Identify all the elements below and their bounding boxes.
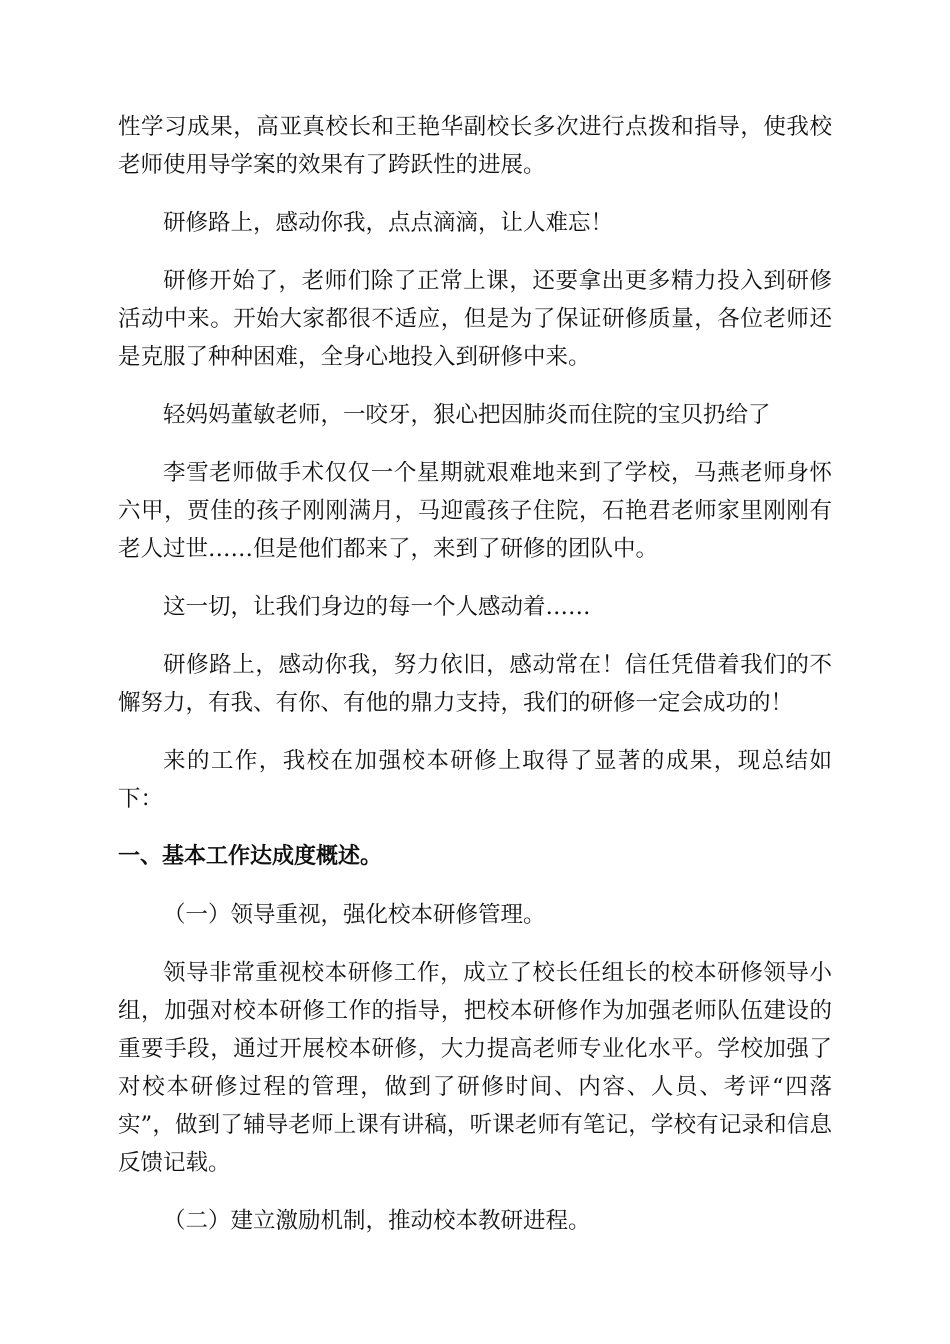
paragraph-summary-intro: 来的工作，我校在加强校本研修上取得了显著的成果，现总结如下： xyxy=(118,748,832,812)
paragraph-teachers-came: 李雪老师做手术仅仅一个星期就艰难地来到了学校，马燕老师身怀六甲，贾佳的孩子刚刚满月，马迎霞孩子住院，石艳君老师家里刚刚有老人过世……但是他们都来了，来到了研修的团队中。 xyxy=(118,460,832,562)
paragraph-touching-moments: 研修路上，感动你我，点点滴滴，让人难忘！ xyxy=(163,210,614,236)
subheading-incentive: （二）建立激励机制，推动校本教研进程。 xyxy=(163,1208,591,1234)
paragraph-continuation: 性学习成果，高亚真校长和王艳华副校长多次进行点拨和指导，使我校老师使用导学案的效果有了跨跃性的进展。 xyxy=(118,114,832,178)
paragraph-moved: 这一切，让我们身边的每一个人感动着…… xyxy=(163,594,591,620)
section-heading-overview: 一、基本工作达成度概述。 xyxy=(118,844,383,869)
paragraph-study-start: 研修开始了，老师们除了正常上课，还要拿出更多精力投入到研修活动中来。开始大家都很不适应，但是为了保证研修质量，各位老师还是克服了种种困难，全身心地投入到研修中来。 xyxy=(118,268,832,370)
subheading-leadership: （一）领导重视，强化校本研修管理。 xyxy=(163,902,546,928)
paragraph-teacher-dongmin: 轻妈妈董敏老师，一咬牙，狠心把因肺炎而住院的宝贝扔给了 xyxy=(163,402,771,428)
paragraph-success: 研修路上，感动你我，努力依旧，感动常在！信任凭借着我们的不懈努力，有我、有你、有他的鼎力支持，我们的研修一定会成功的！ xyxy=(118,652,832,716)
paragraph-leadership: 领导非常重视校本研修工作，成立了校长任组长的校本研修领导小组，加强对校本研修工作的指导，把校本研修作为加强老师队伍建设的重要手段，通过开展校本研修，大力提高老师专业化水平。学校加强了对校本研修过程的管理，做到了研修时间、内容、人员、考评“四落实”，做到了辅导老师上课有讲稿，听课老师有笔记，学校有记录和信息反馈记载。 xyxy=(118,960,832,1176)
document-body xyxy=(118,108,832,1260)
